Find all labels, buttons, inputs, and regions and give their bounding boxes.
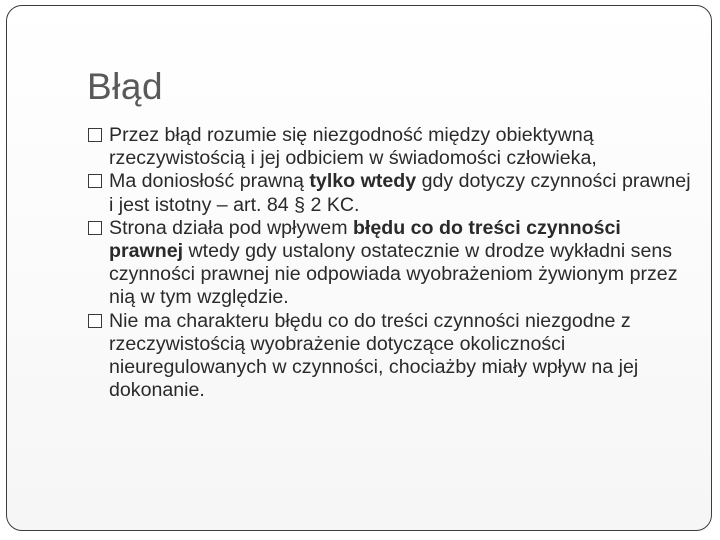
bullet-item (88, 124, 698, 170)
bullet-text (109, 124, 597, 169)
slide-frame (6, 5, 712, 531)
bullet-text-segment: Przez błąd rozumie się niezgodność między obiektywną rzeczywistością i jej odbiciem w świadomości człowieka, (109, 124, 597, 170)
bullet-item (88, 310, 698, 403)
bullet-text-segment: gdy dotyczy czynności prawnej i jest istotny – art. 84 § 2 KC. (109, 170, 691, 216)
bullet-text (109, 170, 691, 215)
square-bullet-icon (88, 174, 102, 188)
bullet-text-segment: Ma doniosłość prawną (109, 170, 310, 193)
bullet-text (109, 310, 638, 402)
square-bullet-icon (88, 128, 102, 142)
bullet-item (88, 170, 698, 216)
bullet-text-emphasis: błędu co do treści czynności prawnej (109, 216, 621, 263)
bullet-text (109, 217, 678, 309)
bullet-item (88, 217, 698, 310)
square-bullet-icon (88, 221, 102, 235)
bullet-text-emphasis: tylko wtedy (309, 170, 417, 193)
bullet-text-segment: Strona działa pod wpływem (109, 216, 353, 239)
slide-title: Błąd (87, 66, 164, 107)
bullet-list (88, 124, 698, 402)
square-bullet-icon (88, 314, 102, 328)
bullet-text-segment: Nie ma charakteru błędu co do treści czynności niezgodne z rzeczywistością wyobrażenie dotyczące okoliczności nieuregulowanych w czynności, chociażby miały wpływ na jej dokonanie. (109, 309, 639, 402)
bullet-text-segment: wtedy gdy ustalony ostatecznie w drodze wykładni sens czynności prawnej nie odpowiada wyobrażeniom żywionym przez nią w tym względzie. (109, 240, 678, 309)
